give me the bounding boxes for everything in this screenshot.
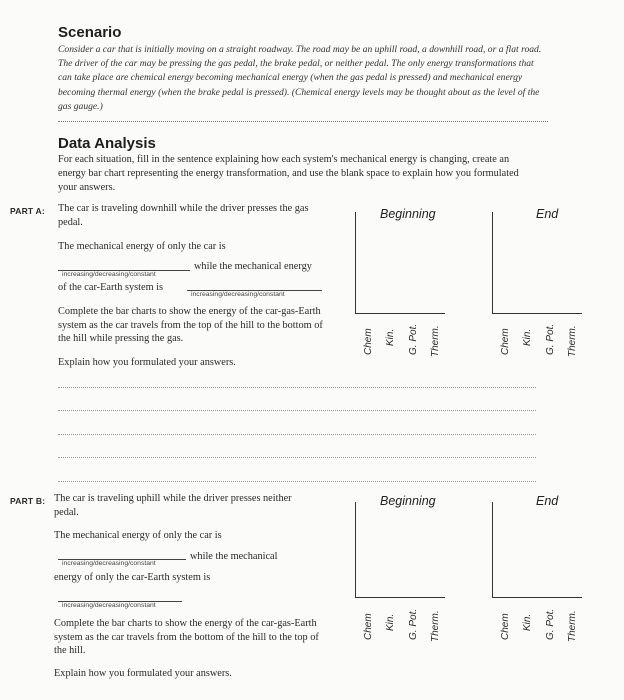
part-b-beginning-title: Beginning xyxy=(380,494,436,508)
part-a-beginning-y-axis xyxy=(355,212,356,314)
part-b-complete-text: Complete the bar charts to show the energy of the car-gas-Earth system as the car travels from the bottom of the hill to the top of the hill. xyxy=(54,618,319,656)
part-b-end-label-kin: Kin. xyxy=(522,613,533,631)
part-a-hint-1: increasing/decreasing/constant xyxy=(62,271,156,278)
part-b-beginning-y-axis xyxy=(355,502,356,598)
part-b-end-title: End xyxy=(536,494,559,508)
part-a-beginning-title: Beginning xyxy=(380,207,436,221)
part-b-hint-2: increasing/decreasing/constant xyxy=(62,602,156,609)
part-a-end-label-kin: Kin. xyxy=(522,328,533,346)
part-b-mech-car-text: The mechanical energy of only the car is xyxy=(54,530,222,541)
part-a-end-label-chem: Chem xyxy=(500,328,511,355)
part-b-beg-label-gpot: G. Pot. xyxy=(408,608,419,640)
part-b-beg-label-therm: Therm. xyxy=(430,610,441,642)
part-a-hint-2: increasing/decreasing/constant xyxy=(191,291,285,298)
part-a-answer-line[interactable] xyxy=(58,387,536,388)
part-b-end-y-axis xyxy=(492,502,493,598)
part-a-system-text: of the car-Earth system is xyxy=(58,282,164,293)
part-a-answer-line[interactable] xyxy=(58,481,536,482)
part-b-end-label-gpot: G. Pot. xyxy=(545,608,556,640)
part-a-end-y-axis xyxy=(492,212,493,314)
part-b-end-x-axis xyxy=(492,597,582,598)
part-a-situation: The car is traveling downhill while the driver presses the gas pedal. xyxy=(58,203,309,228)
part-a-answer-line[interactable] xyxy=(58,410,536,411)
scenario-heading: Scenario xyxy=(58,24,122,41)
data-analysis-instructions: For each situation, fill in the sentence explaining how each system's mechanical energy is changing, create an energy bar chart representing the energy transformation, and use the blank space to explain how you formulated your answers. xyxy=(58,154,519,193)
part-b-beg-label-chem: Chem xyxy=(363,613,374,640)
part-b-end-label-chem: Chem xyxy=(500,613,511,640)
part-a-mech-car-text: The mechanical energy of only the car is xyxy=(58,241,226,252)
part-b-system-text: energy of only the car-Earth system is xyxy=(54,572,211,583)
part-a-end-label-therm: Therm. xyxy=(567,325,578,357)
part-a-complete-text: Complete the bar charts to show the energy of the car-gas-Earth system as the car travels from the top of the hill to the bottom of the hill while pressing the gas. xyxy=(58,306,323,344)
part-b-explain-text: Explain how you formulated your answers. xyxy=(54,668,232,679)
part-a-end-label-gpot: G. Pot. xyxy=(545,323,556,355)
part-b-beg-label-kin: Kin. xyxy=(385,613,396,631)
part-a-label: PART A: xyxy=(10,206,45,216)
part-a-while-text: while the mechanical energy xyxy=(194,261,312,272)
part-a-beginning-x-axis xyxy=(355,313,445,314)
part-a-answer-line[interactable] xyxy=(58,434,536,435)
part-a-end-title: End xyxy=(536,207,559,221)
part-a-beg-label-chem: Chem xyxy=(363,328,374,355)
part-a-answer-line[interactable] xyxy=(58,457,536,458)
scenario-text: Consider a car that is initially moving on a straight roadway. The road may be an uphill road, a downhill road, or a flat road. The driver of the car may be pressing the gas pedal, the brake pedal, or neither pedal. The only energy transformations that can take place are chemical energy becoming mechanical energy (when the gas pedal is pressed) and mechanical energy becoming thermal energy (when the brake pedal is pressed). (Chemical energy levels may be thought about as the level of the gas gauge.) xyxy=(58,44,542,112)
part-b-label: PART B: xyxy=(10,496,46,506)
part-a-beg-label-therm: Therm. xyxy=(430,325,441,357)
section-divider xyxy=(58,121,548,122)
part-b-situation: The car is traveling uphill while the driver presses neither pedal. xyxy=(54,493,292,518)
part-a-explain-text: Explain how you formulated your answers. xyxy=(58,357,236,368)
part-b-end-label-therm: Therm. xyxy=(567,610,578,642)
part-a-beg-label-kin: Kin. xyxy=(385,328,396,346)
part-a-end-x-axis xyxy=(492,313,582,314)
part-a-beg-label-gpot: G. Pot. xyxy=(408,323,419,355)
data-analysis-heading: Data Analysis xyxy=(58,135,156,152)
part-b-while-text: while the mechanical xyxy=(190,551,278,562)
part-b-beginning-x-axis xyxy=(355,597,445,598)
part-b-hint-1: increasing/decreasing/constant xyxy=(62,560,156,567)
